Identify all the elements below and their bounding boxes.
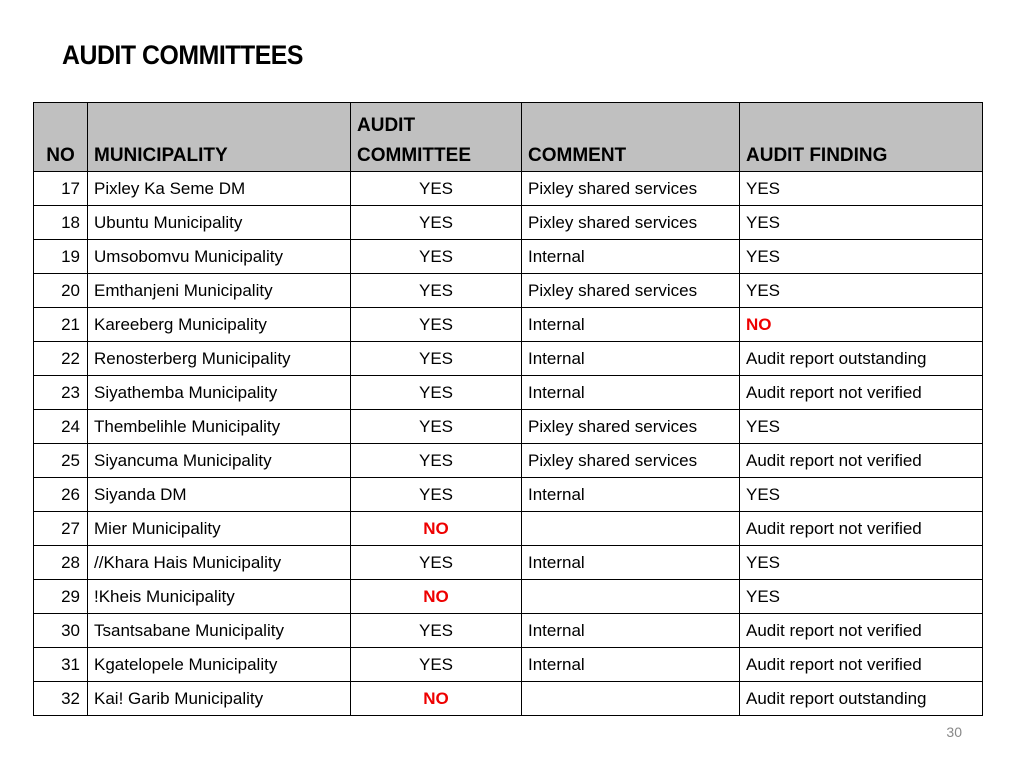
header-audit-committee-line2: COMMITTEE	[357, 145, 471, 166]
cell-audit-finding: YES	[740, 410, 983, 444]
cell-audit-committee: NO	[351, 682, 522, 716]
table-row	[34, 682, 983, 716]
cell-audit-committee: YES	[351, 172, 522, 206]
cell-audit-finding: NO	[740, 308, 983, 342]
cell-comment: Pixley shared services	[522, 206, 740, 240]
cell-comment: Internal	[522, 376, 740, 410]
table-row	[34, 376, 983, 410]
table-row	[34, 172, 983, 206]
cell-audit-committee: YES	[351, 274, 522, 308]
table-row	[34, 206, 983, 240]
cell-comment: Pixley shared services	[522, 274, 740, 308]
table-row	[34, 580, 983, 614]
table-header-row	[34, 103, 983, 172]
table-row	[34, 444, 983, 478]
header-no: NO	[34, 103, 88, 172]
cell-comment: Internal	[522, 342, 740, 376]
cell-comment: Internal	[522, 546, 740, 580]
cell-municipality: Kareeberg Municipality	[88, 308, 351, 342]
cell-audit-finding: Audit report outstanding	[740, 342, 983, 376]
cell-no: 30	[34, 614, 88, 648]
cell-no: 28	[34, 546, 88, 580]
cell-municipality: Kgatelopele Municipality	[88, 648, 351, 682]
cell-audit-committee: NO	[351, 580, 522, 614]
cell-comment	[522, 580, 740, 614]
cell-municipality: Siyanda DM	[88, 478, 351, 512]
header-audit-finding: AUDIT FINDING	[740, 103, 983, 172]
cell-municipality: Umsobomvu Municipality	[88, 240, 351, 274]
cell-audit-committee: YES	[351, 478, 522, 512]
cell-municipality: //Khara Hais Municipality	[88, 546, 351, 580]
table-row	[34, 342, 983, 376]
header-audit-committee	[351, 103, 522, 172]
cell-audit-finding: YES	[740, 580, 983, 614]
cell-audit-finding: YES	[740, 206, 983, 240]
cell-audit-committee: NO	[351, 512, 522, 546]
cell-no: 19	[34, 240, 88, 274]
table-row	[34, 274, 983, 308]
table-row	[34, 512, 983, 546]
cell-municipality: Emthanjeni Municipality	[88, 274, 351, 308]
header-comment: COMMENT	[522, 103, 740, 172]
cell-no: 32	[34, 682, 88, 716]
cell-municipality: !Kheis Municipality	[88, 580, 351, 614]
cell-no: 17	[34, 172, 88, 206]
cell-audit-committee: YES	[351, 648, 522, 682]
cell-comment: Internal	[522, 478, 740, 512]
cell-audit-committee: YES	[351, 376, 522, 410]
cell-audit-committee: YES	[351, 444, 522, 478]
cell-municipality: Thembelihle Municipality	[88, 410, 351, 444]
cell-municipality: Siyancuma Municipality	[88, 444, 351, 478]
cell-comment	[522, 512, 740, 546]
cell-no: 21	[34, 308, 88, 342]
cell-municipality: Pixley Ka Seme DM	[88, 172, 351, 206]
table-row	[34, 478, 983, 512]
cell-audit-finding: YES	[740, 172, 983, 206]
cell-municipality: Mier Municipality	[88, 512, 351, 546]
cell-audit-committee: YES	[351, 546, 522, 580]
cell-audit-finding: Audit report not verified	[740, 512, 983, 546]
cell-no: 20	[34, 274, 88, 308]
cell-no: 22	[34, 342, 88, 376]
cell-comment	[522, 682, 740, 716]
cell-municipality: Tsantsabane Municipality	[88, 614, 351, 648]
page-number: 30	[946, 724, 962, 740]
cell-comment: Internal	[522, 648, 740, 682]
audit-committees-table	[33, 102, 983, 716]
cell-audit-committee: YES	[351, 410, 522, 444]
table-row	[34, 410, 983, 444]
cell-municipality: Kai! Garib Municipality	[88, 682, 351, 716]
cell-audit-committee: YES	[351, 308, 522, 342]
cell-audit-finding: YES	[740, 478, 983, 512]
cell-audit-committee: YES	[351, 342, 522, 376]
cell-comment: Pixley shared services	[522, 410, 740, 444]
table-row	[34, 614, 983, 648]
cell-audit-finding: Audit report not verified	[740, 444, 983, 478]
cell-no: 18	[34, 206, 88, 240]
header-municipality: MUNICIPALITY	[88, 103, 351, 172]
table-row	[34, 546, 983, 580]
cell-no: 26	[34, 478, 88, 512]
cell-municipality: Ubuntu Municipality	[88, 206, 351, 240]
cell-audit-finding: Audit report not verified	[740, 376, 983, 410]
cell-no: 29	[34, 580, 88, 614]
cell-no: 24	[34, 410, 88, 444]
cell-municipality: Siyathemba Municipality	[88, 376, 351, 410]
table-row	[34, 648, 983, 682]
header-audit-committee-line1: AUDIT	[357, 115, 416, 136]
cell-comment: Pixley shared services	[522, 172, 740, 206]
cell-no: 23	[34, 376, 88, 410]
cell-audit-committee: YES	[351, 614, 522, 648]
cell-no: 25	[34, 444, 88, 478]
cell-no: 31	[34, 648, 88, 682]
table-body	[34, 172, 983, 716]
cell-municipality: Renosterberg Municipality	[88, 342, 351, 376]
page-title: AUDIT COMMITTEES	[62, 40, 304, 70]
cell-audit-committee: YES	[351, 206, 522, 240]
cell-comment: Internal	[522, 614, 740, 648]
cell-audit-finding: Audit report outstanding	[740, 682, 983, 716]
cell-audit-finding: Audit report not verified	[740, 648, 983, 682]
cell-audit-finding: Audit report not verified	[740, 614, 983, 648]
cell-comment: Internal	[522, 308, 740, 342]
cell-no: 27	[34, 512, 88, 546]
cell-audit-committee: YES	[351, 240, 522, 274]
table-row	[34, 308, 983, 342]
cell-comment: Internal	[522, 240, 740, 274]
cell-audit-finding: YES	[740, 240, 983, 274]
table-row	[34, 240, 983, 274]
cell-audit-finding: YES	[740, 546, 983, 580]
cell-comment: Pixley shared services	[522, 444, 740, 478]
cell-audit-finding: YES	[740, 274, 983, 308]
